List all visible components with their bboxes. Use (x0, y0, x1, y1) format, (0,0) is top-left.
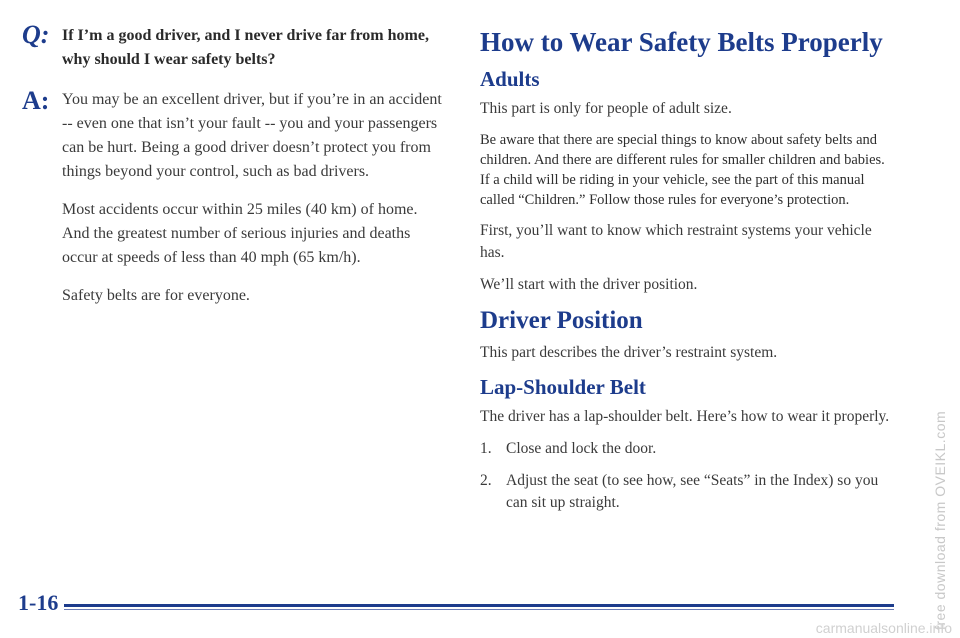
step-number: 1. (480, 440, 492, 457)
question-text: If I’m a good driver, and I never drive far from home, why should I wear safety belts? (62, 27, 429, 68)
step-number: 2. (480, 472, 492, 489)
driver-start-paragraph: We’ll start with the driver position. (480, 276, 698, 293)
site-watermark: carmanualsonline.info (815, 620, 952, 636)
lap-shoulder-belt-heading: Lap-Shoulder Belt (480, 375, 646, 399)
accident-statistics-paragraph: Most accidents occur within 25 miles (40 km) of home. And the greatest number of serious injuries and deaths occur at speeds of less than 40 mph (65 km/h). (62, 201, 418, 266)
step-text: Adjust the seat (to see how, see “Seats” in the Index) so you can sit up straight. (506, 472, 879, 511)
section-title: How to Wear Safety Belts Properly (480, 27, 883, 57)
lap-shoulder-belt-intro: The driver has a lap-shoulder belt. Here’s how to wear it properly. (480, 408, 890, 425)
a-marker: A: (22, 86, 50, 115)
adults-heading: Adults (480, 67, 540, 91)
left-column (22, 20, 442, 322)
side-watermark: free download from OVEIKL.com (932, 410, 948, 630)
driver-position-heading: Driver Position (480, 307, 643, 334)
page-number: 1-16 (18, 590, 59, 615)
restraint-systems-paragraph: First, you’ll want to know which restraint systems your vehicle has. (480, 222, 872, 261)
footer-rule-thin (64, 609, 894, 610)
children-note: Be aware that there are special things to know about safety belts and children. And there are different rules for smaller children and babies. If a child will be riding in your vehicle, see the part of this manual called “Children.” Follow those rules for everyone’s protection. (480, 132, 885, 208)
right-column (480, 26, 890, 524)
list-item (480, 470, 890, 514)
answer-block (22, 88, 442, 184)
driver-position-intro: This part describes the driver’s restraint system. (480, 344, 778, 361)
q-marker: Q: (22, 20, 50, 49)
answer-text: You may be an excellent driver, but if you’re in an accident -- even one that isn’t your fault -- you and your passengers can be hurt. Being a good driver doesn’t protect you from things beyond your control, such as bad drivers. (62, 91, 442, 180)
adults-intro: This part is only for people of adult size. (480, 100, 732, 117)
question-block (22, 20, 442, 72)
footer-rule (64, 604, 894, 607)
step-text: Close and lock the door. (506, 440, 657, 457)
list-item (480, 438, 890, 460)
belt-steps-list (480, 438, 890, 514)
everyone-paragraph: Safety belts are for everyone. (62, 287, 250, 304)
